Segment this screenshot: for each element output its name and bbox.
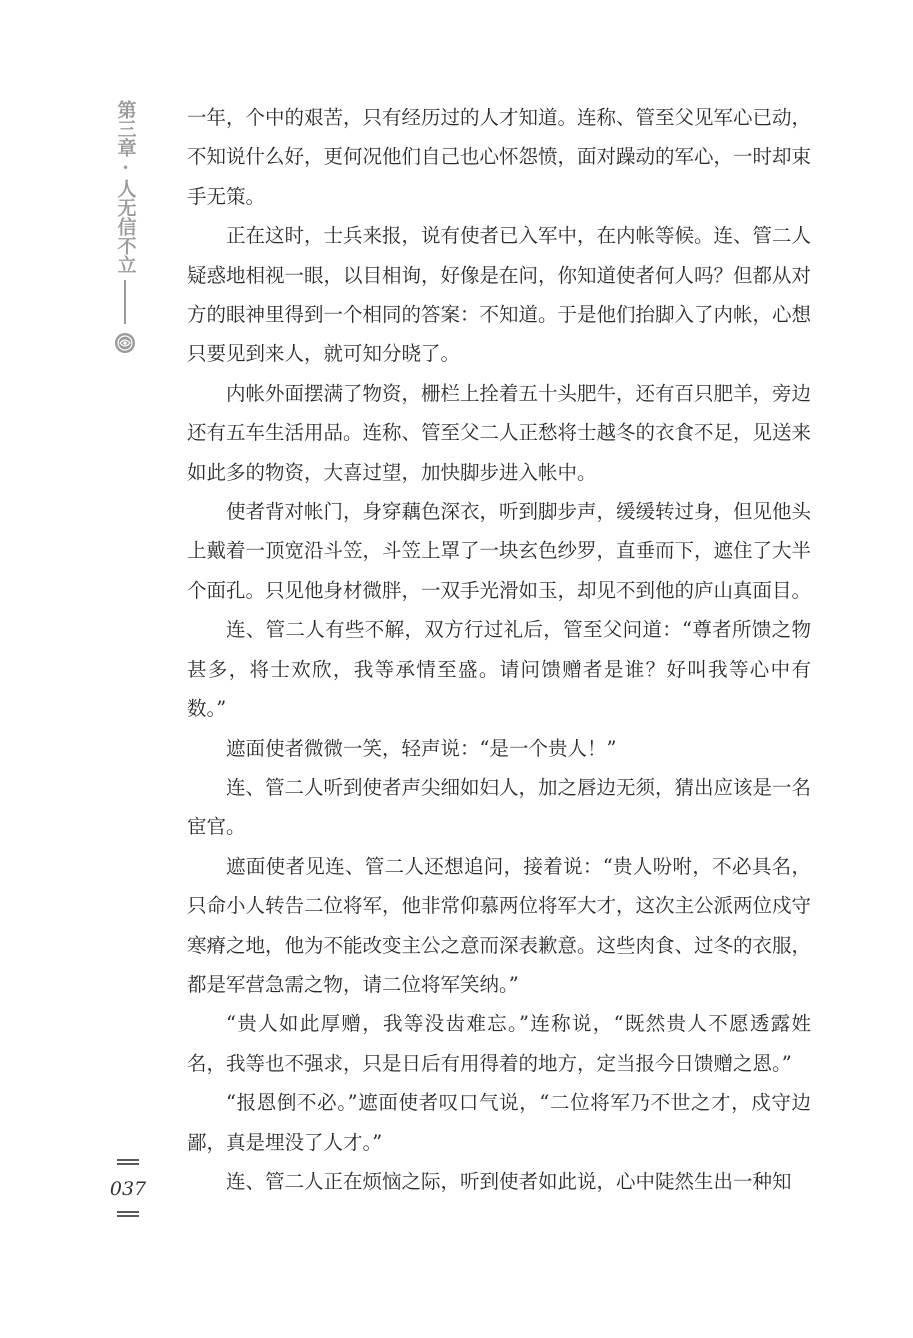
page-number-rule <box>117 1211 139 1213</box>
paragraph: 内帐外面摆满了物资，栅栏上拴着五十头肥牛，还有百只肥羊，旁边还有五车生活用品。连称、管至父二人正愁将士越冬的衣食不足，见送来如此多的物资，大喜过望，加快脚步进入帐中。 <box>187 381 812 484</box>
paragraph: 使者背对帐门，身穿藕色深衣，听到脚步声，缓缓转过身，但见他头上戴着一顶宽沿斗笠，斗笠上罩了一块玄色纱罗，直垂而下，遮住了大半个面孔。只见他身材微胖，一双手光滑如玉，却见不到他的庐山真面目。 <box>187 500 812 602</box>
page-number-block <box>109 1158 147 1218</box>
paragraph: 连、管二人有些不解，双方行过礼后，管至父问道：“尊者所馈之物甚多，将士欢欣，我等承情至盛。请问馈赠者是谁？好叫我等心中有数。” <box>187 618 811 721</box>
paragraph: “报恩倒不必。”遮面使者叹口气说，“二位将军乃不世之才，戍守边鄙，真是埋没了人才。” <box>187 1091 811 1154</box>
main-text <box>187 98 811 1201</box>
page-number-rule <box>117 1159 139 1161</box>
paragraph: 遮面使者微微一笑，轻声说：“是一个贵人！” <box>226 736 617 760</box>
decorative-emblem-icon <box>114 332 136 354</box>
page-number-rule <box>117 1163 139 1165</box>
chapter-running-title <box>113 100 137 354</box>
paragraph: 一年，个中的艰苦，只有经历过的人才知道。连称、管至父见军心已动，不知说什么好，更何况他们自己也心怀怨愤，面对躁动的军心，一时却束手无策。 <box>187 106 812 208</box>
page-number-rule <box>117 1215 139 1217</box>
title-divider <box>124 280 126 324</box>
paragraph: “贵人如此厚赠，我等没齿难忘。”连称说，“既然贵人不愿透露姓名，我等也不强求，只是日后有用得着的地方，定当报今日馈赠之恩。” <box>187 1012 811 1075</box>
paragraph: 正在这时，士兵来报，说有使者已入军中，在内帐等候。连、管二人疑惑地相视一眼，以目相询，好像是在问，你知道使者何人吗？但都从对方的眼神里得到一个相同的答案：不知道。于是他们抬脚入了内帐，心想只要见到来人，就可知分晓了。 <box>187 224 812 366</box>
page-number: 037 <box>109 1178 147 1200</box>
chapter-title-text: 第三章·人无信不立 <box>114 100 137 274</box>
paragraph: 连、管二人听到使者声尖细如妇人，加之唇边无须，猜出应该是一名宦官。 <box>187 775 812 839</box>
paragraph: 遮面使者见连、管二人还想追问，接着说：“贵人吩咐，不必具名，只命小人转告二位将军，他非常仰慕两位将军大才，这次主公派两位戍守寒瘠之地，他为不能改变主公之意而深表歉意。这些肉食、过冬的衣服，都是军营急需之物，请二位将军笑纳。” <box>187 854 812 996</box>
paragraph: 连、管二人正在烦恼之际，听到使者如此说，心中陡然生出一种知 <box>226 1169 792 1193</box>
